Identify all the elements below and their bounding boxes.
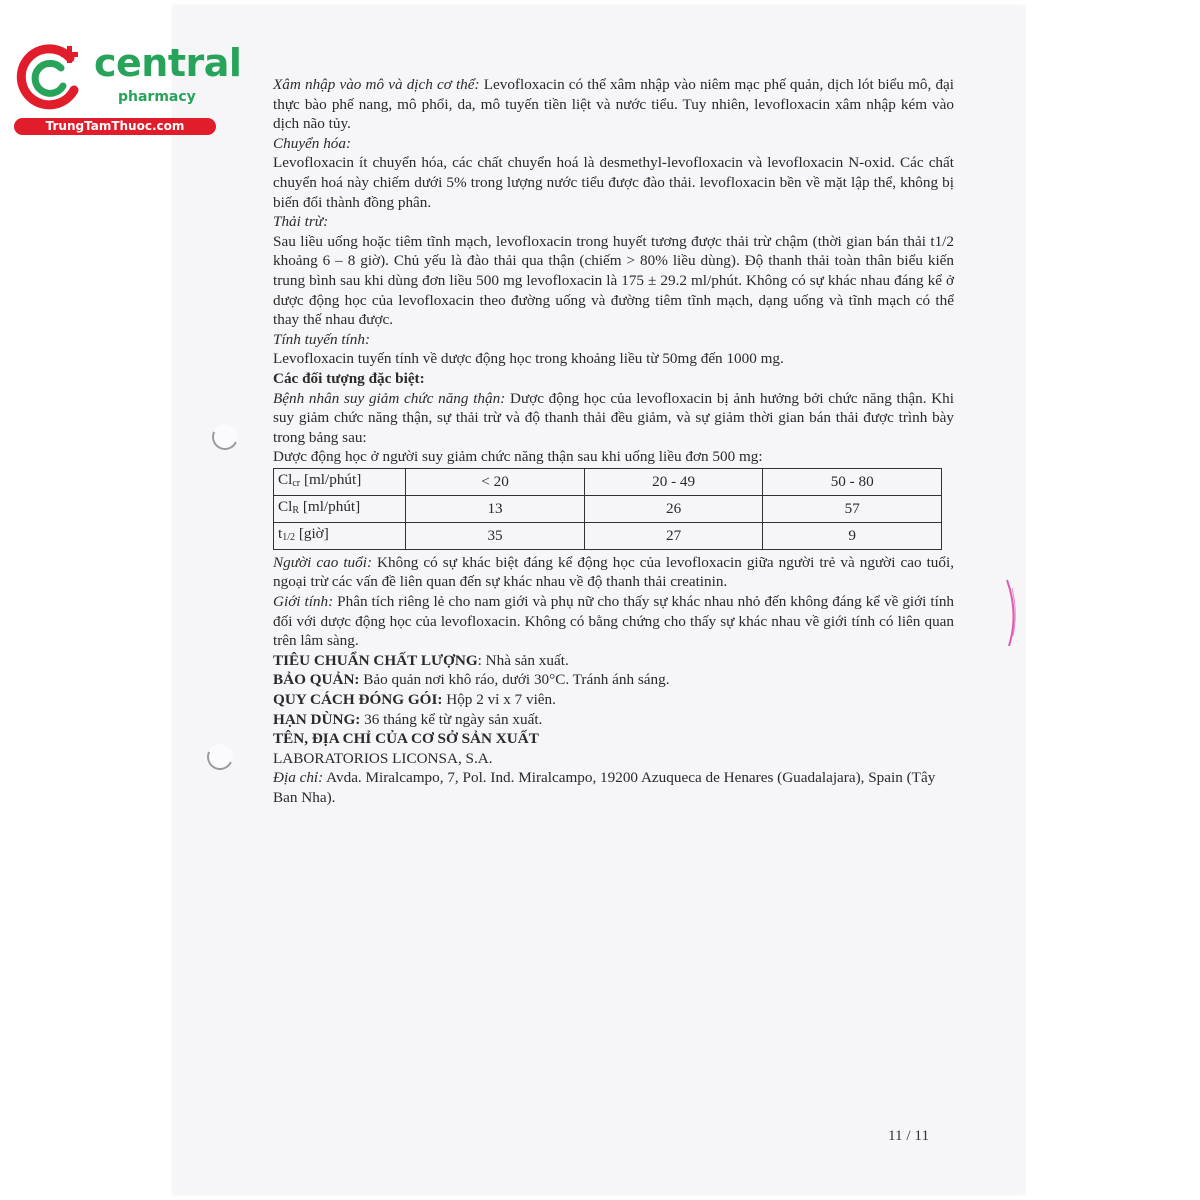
table-cell: 27 <box>584 522 763 549</box>
quality-standard-label: TIÊU CHUẨN CHẤT LƯỢNG <box>273 651 478 669</box>
renal-pk-table <box>273 468 942 550</box>
storage-text: Bảo quản nơi khô ráo, dưới 30°C. Tránh ánh sáng. <box>359 671 670 689</box>
metabolism-text: Levofloxacin ít chuyển hóa, các chất chuyển hoá là desmethyl-levofloxacin và levofloxacin N-oxid. Các chất chuyển hoá này chiếm dưới 5% trong lượng nước tiểu được đào thải. levofloxacin bền về mặt lập thể, không bị biến đổi thành đồng phân. <box>273 154 954 211</box>
table-row-header: $t_{1/2}$ [giờ] <box>274 522 406 549</box>
table-row <box>274 495 942 522</box>
tissue-distribution-label: Xâm nhập vào mô và dịch cơ thể: <box>273 76 480 93</box>
table-row <box>274 522 942 549</box>
table-row <box>274 468 942 495</box>
table-cell: 13 <box>406 495 585 522</box>
metabolism-heading: Chuyển hóa: <box>273 134 352 152</box>
pink-pen-mark <box>1003 578 1021 648</box>
expiry-label: HẠN DÙNG: <box>273 710 361 728</box>
table-cell: 57 <box>763 495 942 522</box>
elderly-paragraph <box>273 553 954 592</box>
packaging-label: QUY CÁCH ĐÓNG GÓI: <box>273 691 443 709</box>
address-paragraph <box>273 768 954 807</box>
elimination-text: Sau liều uống hoặc tiêm tĩnh mạch, levofloxacin trong huyết tương được thải trừ chậm (thời gian bán thải t1/2 khoảng 6 – 8 giờ). Chủ yếu là đào thải qua thận (chiếm > 80% liều dùng). Độ thanh thải toàn thân biểu kiến trung bình sau khi dùng đơn liều 500 mg levofloxacin là 175 ± 29.2 ml/phút. Không có sự khác nhau đáng kể ở dược động học của levofloxacin theo đường uống và đường tiêm tĩnh mạch, dạng uống và tĩnh mạch có thể thay thế nhau được. <box>273 232 954 329</box>
gender-text: Phân tích riêng lẻ cho nam giới và phụ nữ cho thấy sự khác nhau nhỏ đến không đáng kể về giới tính đối với dược động học của levofloxacin. Không có bằng chứng cho thấy sự khác nhau về giới tính có liên quan trên lâm sàng. <box>273 593 955 650</box>
table-row-header: $Cl_R$ [ml/phút] <box>274 495 406 522</box>
document-body <box>273 75 954 808</box>
linearity-heading: Tính tuyến tính: <box>273 330 371 348</box>
gender-label: Giới tính: <box>273 593 334 611</box>
special-populations-heading: Các đối tượng đặc biệt: <box>273 369 425 387</box>
tissue-distribution-paragraph <box>273 75 954 134</box>
table-cell: 35 <box>406 522 585 549</box>
table-row-header: $Cl_{cr}$ [ml/phút] <box>274 468 406 495</box>
expiry-line <box>273 710 954 730</box>
logo-sub-text: pharmacy <box>118 89 196 105</box>
renal-impairment-text: Dược động học của levofloxacin bị ảnh hưởng bởi chức năng thận. Khi suy giảm chức năng thận, sự thải trừ và độ thanh thải đều giảm, và sự giảm thời gian bán thải được trình bày trong bảng sau: <box>273 389 954 446</box>
linearity-text: Levofloxacin tuyến tính về dược động học trong khoảng liều từ 50mg đến 1000 mg. <box>273 350 784 368</box>
page-number: 11 / 11 <box>888 1127 930 1144</box>
pharmacy-logo <box>8 38 242 138</box>
packaging-line <box>273 690 954 710</box>
manufacturer-heading: TÊN, ĐỊA CHỈ CỦA CƠ SỞ SẢN XUẤT <box>273 730 539 748</box>
quality-standard-text: : Nhà sản xuất. <box>477 651 569 669</box>
table-cell: 50 - 80 <box>763 468 942 495</box>
quality-standard-line <box>273 651 954 671</box>
expiry-text: 36 tháng kể từ ngày sản xuất. <box>360 710 543 728</box>
manufacturer-name: LABORATORIOS LICONSA, S.A. <box>273 749 493 767</box>
elderly-label: Người cao tuổi: <box>273 553 373 571</box>
renal-impairment-label: Bệnh nhân suy giảm chức năng thận: <box>273 389 506 407</box>
storage-line <box>273 670 954 690</box>
packaging-text: Hộp 2 vỉ x 7 viên. <box>442 691 556 709</box>
logo-website-badge: TrungTamThuoc.com <box>14 118 216 135</box>
elderly-text: Không có sự khác biệt đáng kể động học của levofloxacin giữa người trẻ và người cao tuổi, ngoại trừ các vấn đề liên quan đến sự khác nhau về độ thanh thải creatinin. <box>273 553 954 591</box>
table-cell: 20 - 49 <box>584 468 763 495</box>
storage-label: BẢO QUẢN: <box>273 671 360 689</box>
gender-paragraph <box>273 592 954 651</box>
elimination-heading: Thải trừ: <box>273 213 329 231</box>
central-pharmacy-logo-icon <box>12 38 88 114</box>
tissue-distribution-text: Levofloxacin có thể xâm nhập vào niêm mạc phế quản, dịch lót biểu mô, đại thực bào phế nang, mô phổi, da, mô tuyến tiền liệt và nước tiểu. Tuy nhiên, levofloxacin xâm nhập kém vào dịch não tủy. <box>273 76 954 133</box>
address-text: Avda. Miralcampo, 7, Pol. Ind. Miralcampo, 19200 Azuqueca de Henares (Guadalajara), Spain (Tây Ban Nha). <box>273 769 936 806</box>
logo-brand-text: central <box>94 41 242 85</box>
table-cell: 9 <box>763 522 942 549</box>
address-label: Địa chỉ: <box>273 769 324 787</box>
table-caption: Dược động học ở người suy giảm chức năng thận sau khi uống liều đơn 500 mg: <box>273 448 763 466</box>
table-cell: < 20 <box>406 468 585 495</box>
renal-impairment-paragraph <box>273 389 954 448</box>
table-cell: 26 <box>584 495 763 522</box>
